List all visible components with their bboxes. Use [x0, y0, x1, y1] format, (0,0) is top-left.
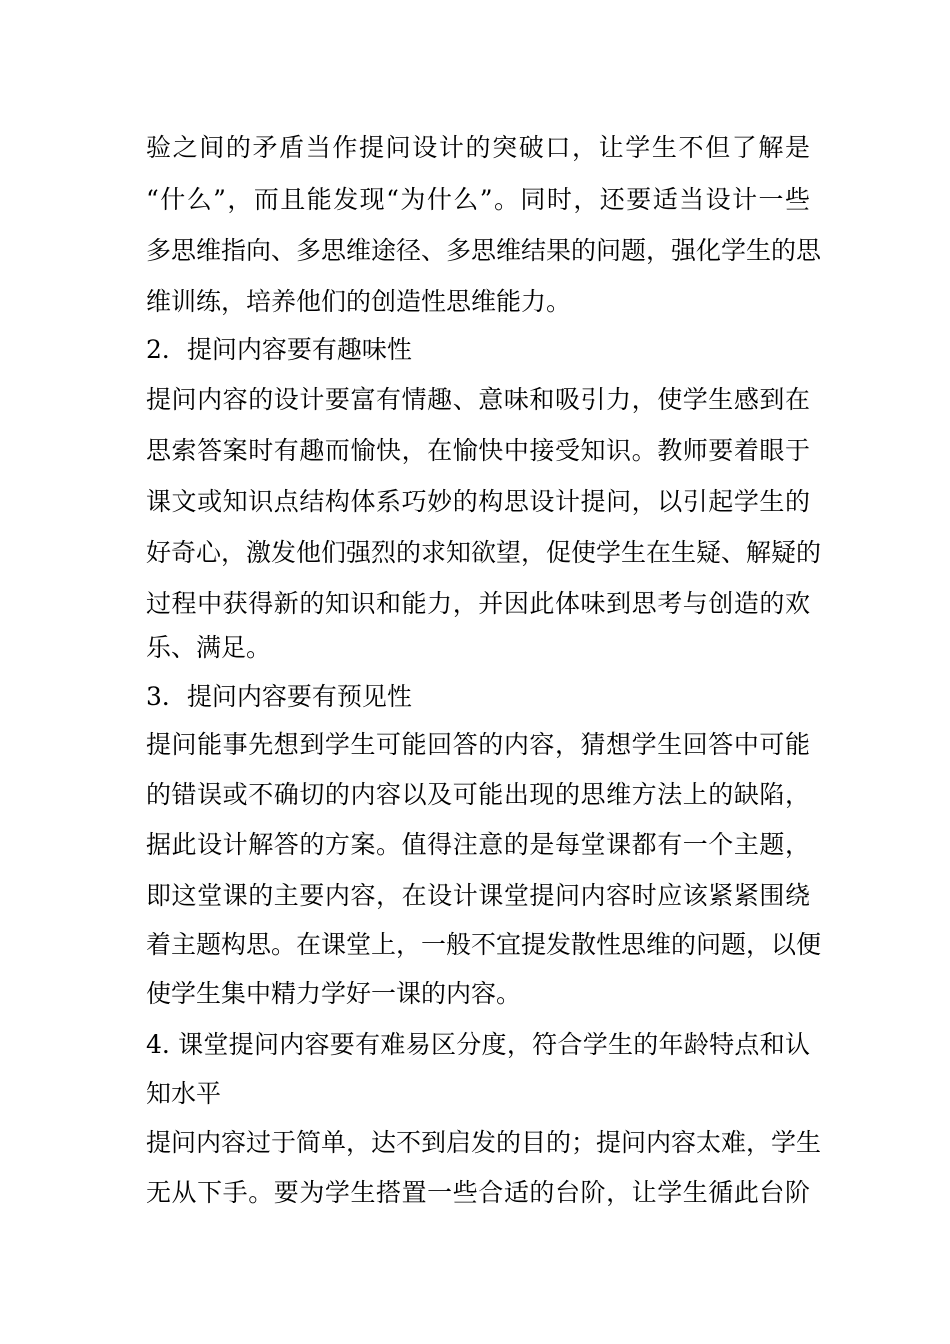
paragraph-line: 乐、满足。	[146, 633, 272, 662]
paragraph-line: 着主题构思。在课堂上，一般不宜提发散性思维的问题，以便	[146, 930, 822, 959]
paragraph-line: 好奇心，激发他们强烈的求知欲望，促使学生在生疑、解疑的	[146, 538, 822, 567]
paragraph-line: 课文或知识点结构体系巧妙的构思设计提问，以引起学生的	[146, 487, 810, 516]
paragraph-line: 维训练，培养他们的创造性思维能力。	[146, 287, 572, 316]
paragraph-line: 即这堂课的主要内容，在设计课堂提问内容时应该紧紧围绕	[146, 881, 810, 910]
paragraph-line: 提问内容过于简单，达不到启发的目的；提问内容太难，学生	[146, 1128, 822, 1157]
paragraph-line: 过程中获得新的知识和能力，并因此体味到思考与创造的欢	[146, 589, 810, 618]
paragraph-line: 无从下手。要为学生搭置一些合适的台阶，让学生循此台阶	[146, 1178, 810, 1207]
section-heading: 3．提问内容要有预见性	[146, 682, 412, 711]
paragraph-line: 多思维指向、多思维途径、多思维结果的问题，强化学生的思	[146, 236, 822, 265]
paragraph-line: “什么”，而且能发现“为什么”。同时，还要适当设计一些	[146, 185, 810, 214]
paragraph-line: 思索答案时有趣而愉快，在愉快中接受知识。教师要着眼于	[146, 436, 810, 465]
paragraph-line: 提问能事先想到学生可能回答的内容，猜想学生回答中可能	[146, 730, 810, 759]
paragraph-line: 据此设计解答的方案。值得注意的是每堂课都有一个主题，	[146, 830, 810, 859]
section-heading: 2．提问内容要有趣味性	[146, 335, 412, 364]
section-heading: 4. 课堂提问内容要有难易区分度，符合学生的年龄特点和认	[146, 1030, 810, 1059]
paragraph-line: 使学生集中精力学好一课的内容。	[146, 979, 522, 1008]
section-heading: 知水平	[146, 1079, 222, 1108]
paragraph-line: 验之间的矛盾当作提问设计的突破口，让学生不但了解是	[146, 133, 810, 162]
paragraph-line: 的错误或不确切的内容以及可能出现的思维方法上的缺陷，	[146, 780, 810, 809]
paragraph-line: 提问内容的设计要富有情趣、意味和吸引力，使学生感到在	[146, 385, 810, 414]
